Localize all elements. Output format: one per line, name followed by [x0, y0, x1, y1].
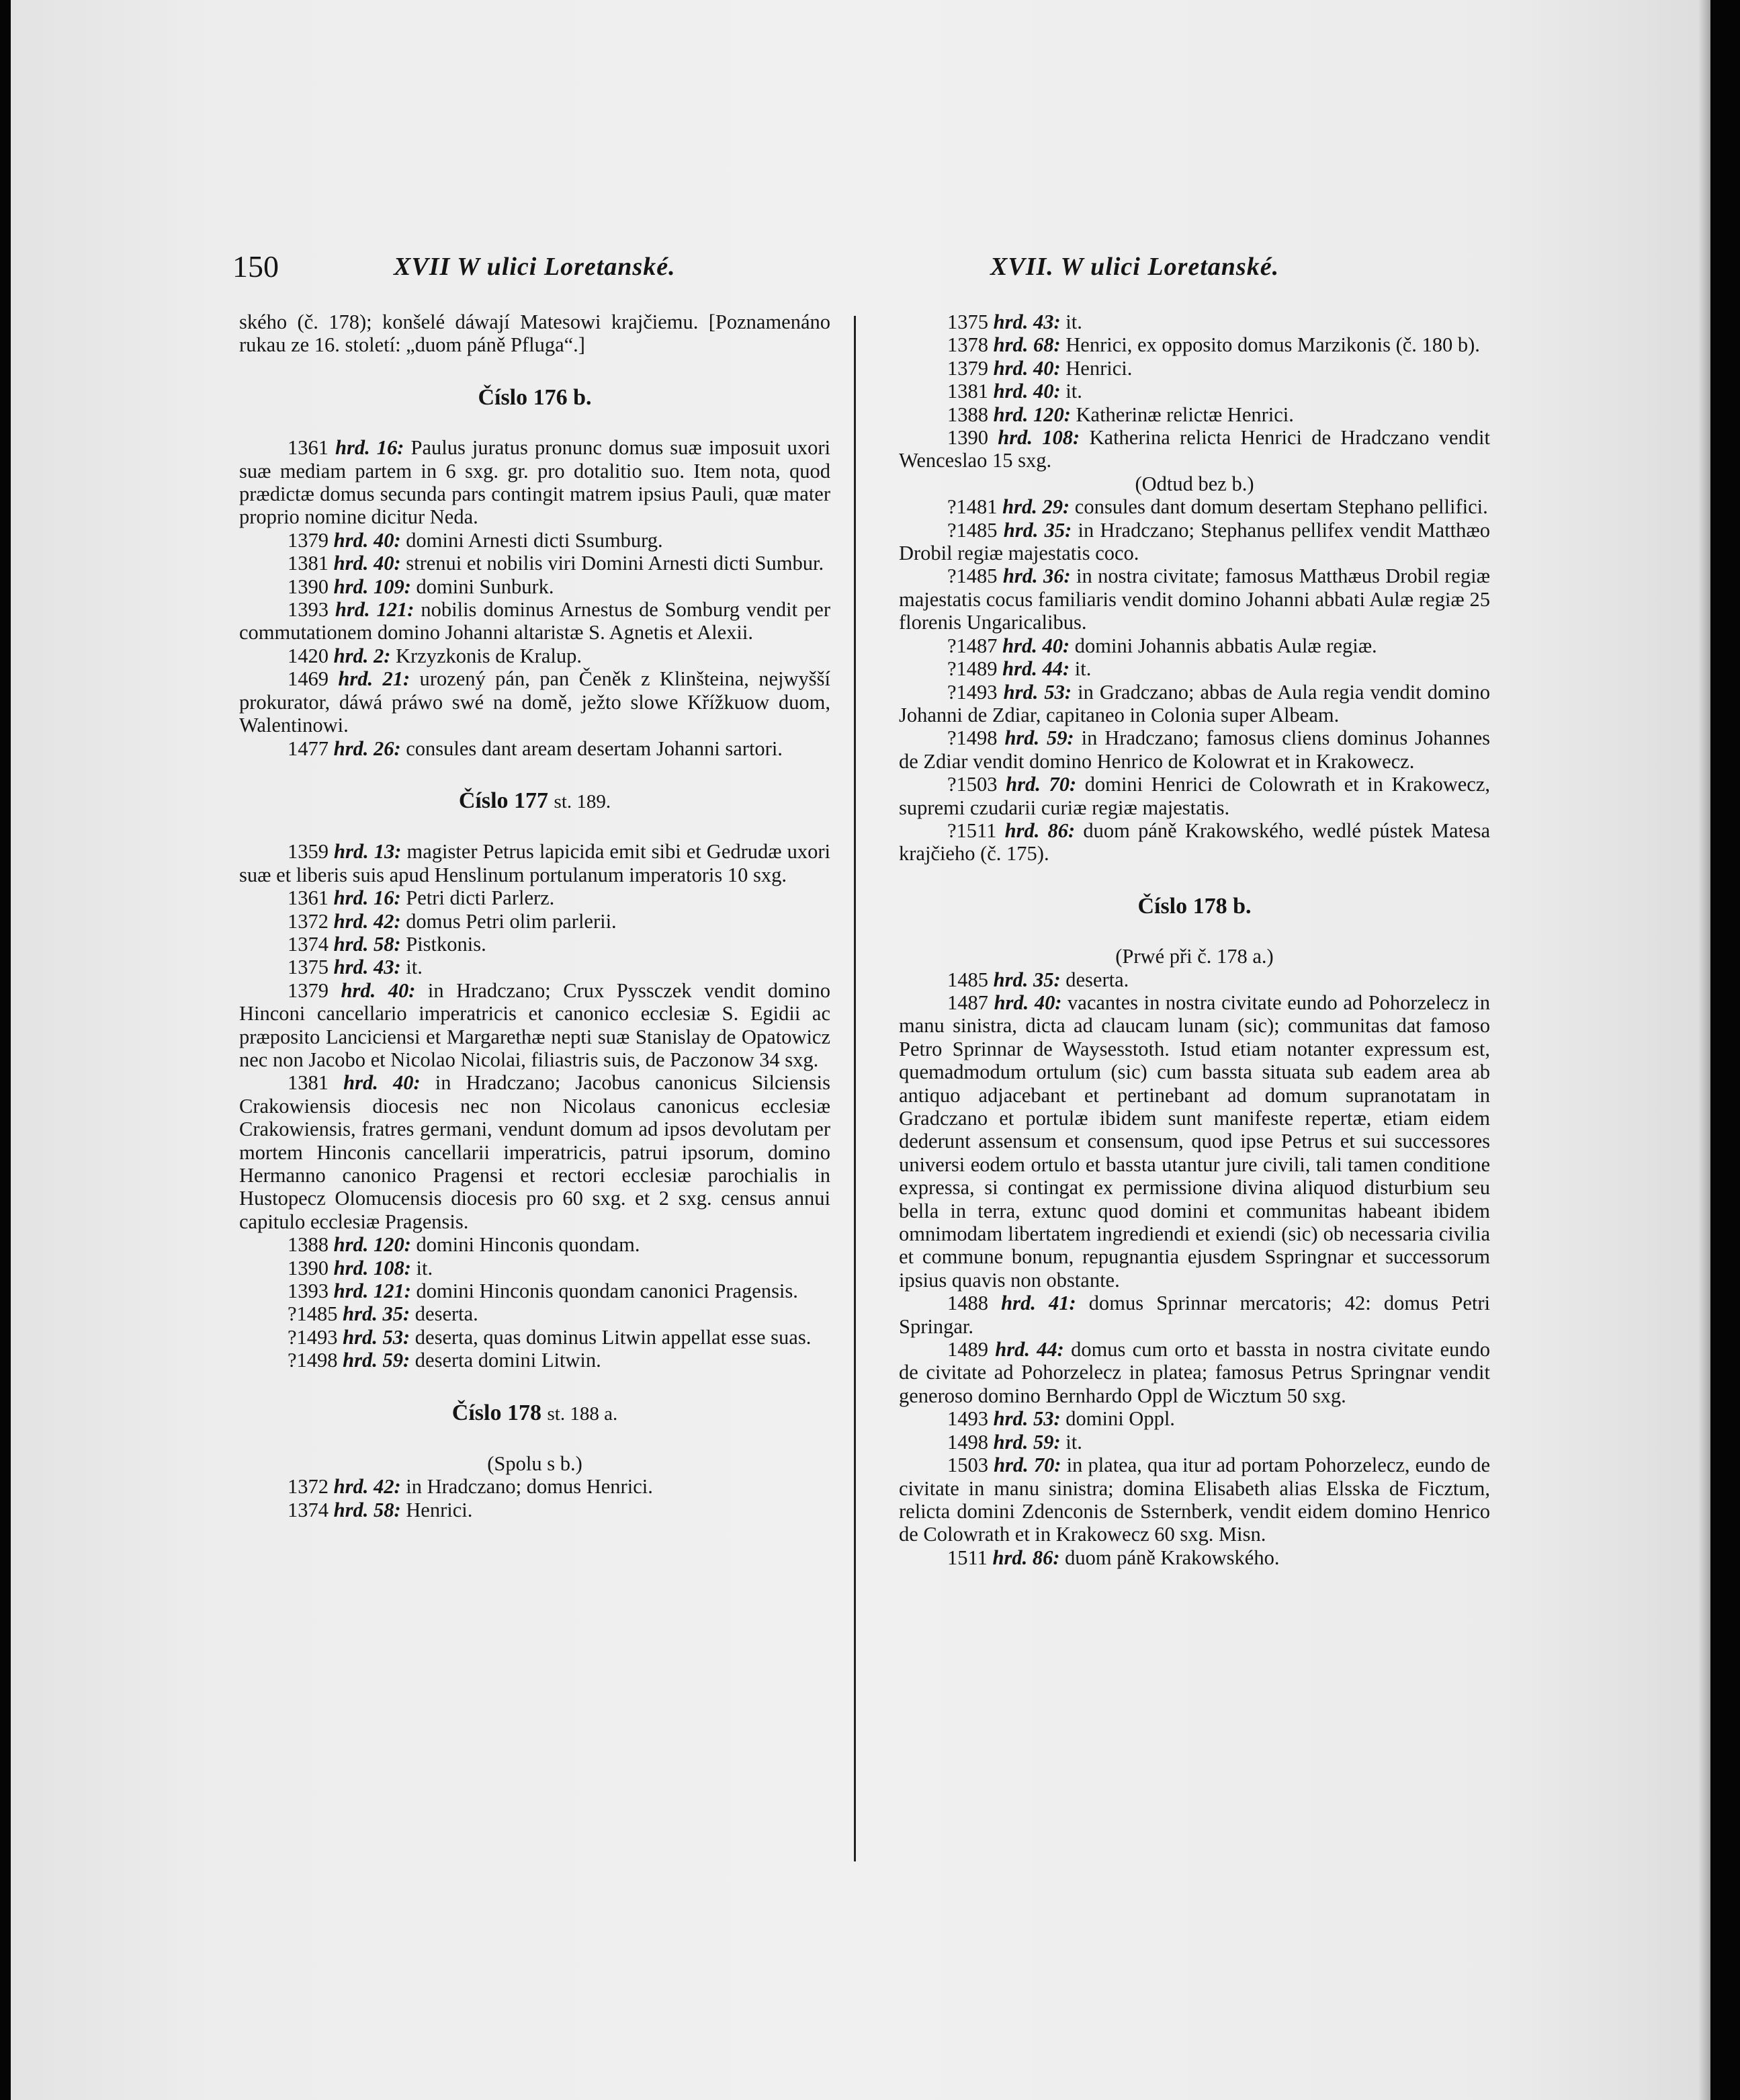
entry-year: 1374	[288, 1498, 329, 1521]
entry-text: in Hradczano; famosus cliens dominus Johannes de Zdiar vendit domino Henrico de Kolowrat et in Krakowecz.	[899, 726, 1490, 773]
entry-reference: hrd. 35:	[343, 1302, 410, 1326]
register-entry	[899, 634, 1490, 657]
entry-reference: hrd. 40:	[993, 356, 1061, 380]
register-entry	[899, 426, 1490, 472]
section-number-suffix: st. 189.	[554, 790, 611, 812]
running-head-right: XVII. W ulici Loretanské.	[990, 253, 1280, 281]
entry-reference: hrd. 43:	[333, 956, 401, 979]
entry-text: domini Henrici de Colowrath et in Krakowecz, supremi czudarii curiæ regiæ majestatis.	[899, 773, 1490, 819]
section-heading	[239, 1402, 830, 1425]
entry-year: 1375	[947, 310, 988, 333]
entry-text: deserta, quas dominus Litwin appellat esse suas.	[415, 1325, 812, 1349]
page-edge-shadow	[1698, 0, 1710, 2100]
entry-reference: hrd. 86:	[1004, 818, 1076, 842]
entry-text: in nostra civitate; famosus Matthæus Drobil regiæ majestatis cocus familiaris vendit domino Johanni abbati Aulæ regiæ 25 florenis Ungaricalibus.	[899, 564, 1491, 634]
entry-text: consules dant aream desertam Johanni sartori.	[406, 737, 783, 760]
entry-reference: hrd. 43:	[993, 310, 1061, 333]
entry-text: duom páně Krakowského, wedlé pústek Matesa krajčieho (č. 175).	[899, 818, 1491, 866]
entry-year: 1469	[288, 667, 329, 691]
register-entry	[239, 1326, 830, 1349]
entry-reference: hrd. 108:	[998, 426, 1080, 450]
entry-text: it.	[406, 956, 423, 979]
register-entry	[239, 979, 830, 1072]
entry-reference: hrd. 53:	[993, 1407, 1061, 1431]
entry-text: Krzyzkonis de Kralup.	[396, 644, 582, 667]
register-entry	[899, 564, 1490, 634]
entry-text: Henrici.	[1065, 356, 1133, 380]
register-entry	[239, 552, 830, 575]
entry-text: Petri dicti Parlerz.	[406, 886, 555, 910]
section-title: Číslo 178	[451, 1400, 541, 1425]
entry-year: ?1498	[288, 1349, 338, 1372]
register-entry	[239, 667, 830, 737]
entry-reference: hrd. 86:	[992, 1546, 1060, 1569]
register-entry	[239, 1279, 830, 1302]
entry-text: domus Petri olim parlerii.	[406, 909, 617, 933]
section-note: (Odtud bez b.)	[1135, 472, 1254, 495]
register-entry	[239, 1349, 830, 1372]
entry-reference: hrd. 120:	[333, 1233, 411, 1257]
entry-reference: hrd. 35:	[1003, 518, 1072, 542]
register-entry	[899, 968, 1490, 991]
register-entry	[899, 495, 1490, 518]
entry-year: 1489	[947, 1338, 988, 1361]
register-entry	[239, 644, 830, 667]
entry-text: domus Sprinnar mercatoris; 42: domus Petri Springar.	[899, 1292, 1490, 1338]
entry-text: Katherina relicta Henrici de Hradczano vendit Wenceslao 15 sxg.	[899, 426, 1490, 472]
register-entry	[239, 737, 830, 760]
entry-reference: hrd. 29:	[1002, 495, 1070, 519]
entry-year: ?1481	[947, 495, 998, 519]
register-entry	[899, 681, 1490, 727]
entry-year: 1374	[288, 932, 329, 956]
entry-year: 1375	[288, 956, 329, 979]
entry-text: domini Oppl.	[1065, 1407, 1175, 1431]
entry-text: domini Johannis abbatis Aulæ regiæ.	[1074, 634, 1377, 657]
section-title: Číslo 178 b.	[1137, 893, 1252, 919]
entry-reference: hrd. 36:	[1002, 564, 1071, 588]
entry-year: 1393	[288, 1279, 329, 1303]
entry-year: 1388	[288, 1233, 329, 1257]
entry-year: 1372	[288, 909, 329, 933]
entry-reference: hrd. 13:	[334, 840, 402, 864]
entry-reference: hrd. 16:	[333, 886, 401, 910]
entry-text: urozený pán, pan Čeněk z Klinšteina, nejwyšší prokurator, dáwá práwo swé na domě, ježto slowe Křížkuow duom, Walentinowi.	[239, 667, 830, 737]
entry-reference: hrd. 40:	[994, 991, 1062, 1014]
entry-reference: hrd. 59:	[993, 1430, 1061, 1454]
entry-year: 1477	[288, 737, 329, 760]
entry-year: ?1511	[947, 818, 997, 842]
entry-reference: hrd. 42:	[333, 909, 401, 933]
entry-year: ?1485	[288, 1302, 338, 1326]
register-entry	[239, 575, 830, 598]
entry-reference: hrd. 26:	[333, 737, 401, 760]
entry-reference: hrd. 121:	[333, 1279, 411, 1303]
register-entry	[239, 1302, 830, 1325]
entry-year: ?1487	[947, 634, 998, 657]
entry-text: it.	[1074, 657, 1092, 681]
entry-reference: hrd. 41:	[1001, 1292, 1076, 1315]
register-entry	[239, 1071, 830, 1233]
register-entry	[239, 1233, 830, 1256]
running-header	[232, 243, 1375, 290]
entry-text: domini Hinconis quondam canonici Pragensis.	[416, 1279, 798, 1303]
running-head-left: XVII W ulici Loretanské.	[394, 253, 676, 281]
entry-year: ?1489	[947, 657, 998, 681]
entry-text: strenui et nobilis viri Domini Arnesti dicti Sumbur.	[406, 552, 824, 575]
entry-year: 1390	[288, 575, 329, 598]
entry-reference: hrd. 42:	[333, 1475, 401, 1499]
entry-reference: hrd. 120:	[993, 403, 1071, 426]
section-note: (Prwé při č. 178 a.)	[1115, 945, 1274, 968]
register-entry	[899, 1338, 1490, 1407]
section-heading	[239, 790, 830, 813]
entry-text: it.	[1065, 380, 1082, 403]
register-entry	[239, 910, 830, 933]
register-entry	[239, 1499, 830, 1521]
entry-text: it.	[1065, 1430, 1082, 1454]
entry-reference: hrd. 40:	[333, 528, 401, 552]
register-entry	[899, 1292, 1490, 1338]
page-number: 150	[232, 249, 279, 284]
entry-year: 1379	[288, 978, 329, 1002]
register-entry	[239, 840, 830, 886]
entry-reference: hrd. 16:	[335, 436, 404, 460]
entry-text: deserta domini Litwin.	[415, 1349, 601, 1372]
column-divider	[854, 316, 856, 1861]
entry-reference: hrd. 58:	[333, 932, 401, 956]
entry-reference: hrd. 121:	[335, 598, 415, 622]
register-entry	[239, 598, 830, 644]
entry-reference: hrd. 108:	[333, 1256, 411, 1279]
entry-text: it.	[416, 1256, 433, 1279]
register-entry	[899, 773, 1490, 819]
entry-reference: hrd. 70:	[994, 1454, 1061, 1477]
entry-reference: hrd. 53:	[1003, 680, 1072, 704]
entry-year: 1487	[947, 991, 988, 1014]
entry-reference: hrd. 40:	[343, 1071, 421, 1095]
register-entry	[899, 726, 1490, 773]
register-entry	[899, 310, 1490, 333]
entry-reference: hrd. 40:	[341, 978, 416, 1002]
entry-text: domini Sunburk.	[416, 575, 554, 598]
entry-year: 1361	[288, 436, 329, 460]
entry-year: 1381	[947, 380, 988, 403]
entry-text: in Hradczano; domus Henrici.	[406, 1475, 653, 1499]
right-column	[899, 310, 1490, 1569]
entry-year: 1359	[288, 840, 329, 864]
register-entry	[899, 333, 1490, 356]
entry-text: magister Petrus lapicida emit sibi et Gedrudæ uxori suæ et liberis suis apud Henslinum portulanum imperatoris 10 sxg.	[239, 840, 831, 886]
entry-year: 1493	[947, 1407, 988, 1431]
entry-reference: hrd. 59:	[1004, 726, 1074, 750]
section-note: (Spolu s b.)	[487, 1452, 582, 1476]
section-number-suffix: st. 188 a.	[547, 1402, 618, 1425]
entry-text: it.	[1065, 310, 1082, 333]
register-entry	[899, 357, 1490, 380]
section-heading	[899, 895, 1490, 918]
entry-reference: hrd. 70:	[1006, 773, 1077, 796]
entry-reference: hrd. 53:	[343, 1325, 410, 1349]
entry-year: 1372	[288, 1475, 329, 1499]
entry-reference: hrd. 40:	[1002, 634, 1070, 657]
scanned-page	[11, 0, 1710, 2100]
entry-year: 1420	[288, 644, 329, 667]
entry-reference: hrd. 58:	[333, 1498, 401, 1521]
entry-year: ?1498	[947, 726, 998, 750]
entry-year: 1378	[947, 333, 988, 357]
entry-text: consules dant domum desertam Stephano pellifici.	[1074, 495, 1488, 519]
entry-year: 1390	[288, 1256, 329, 1279]
register-entry	[899, 1431, 1490, 1454]
register-entry	[899, 1407, 1490, 1430]
register-entry	[239, 886, 830, 909]
register-entry	[239, 436, 830, 529]
entry-year: 1390	[947, 426, 988, 450]
entry-year: 1503	[947, 1454, 988, 1477]
entry-reference: hrd. 21:	[338, 667, 410, 691]
register-entry	[239, 1475, 830, 1498]
section-title: Číslo 177	[458, 788, 549, 813]
entry-year: 1485	[947, 968, 988, 991]
entry-year: 1488	[947, 1292, 988, 1315]
entry-text: deserta.	[1065, 968, 1129, 991]
register-entry	[239, 1257, 830, 1279]
entry-year: 1393	[288, 598, 329, 622]
entry-text: Katherinæ relictæ Henrici.	[1076, 403, 1294, 426]
entry-reference: hrd. 44:	[1002, 657, 1070, 681]
entry-text: domini Arnesti dicti Ssumburg.	[406, 528, 663, 552]
entry-year: 1388	[947, 403, 988, 426]
entry-text: in Hradczano; Crux Pyssczek vendit domino Hinconi cancellario imperatricis et canonico ecclesiæ S. Egidii ac præposito Lanciciensi et Margarethæ nepti suæ Stanislay de Opatowicz nec non Jacobo et Nicolao Nicolai, filiastris suis, de Paczonow 34 sxg.	[239, 978, 831, 1071]
entry-year: ?1485	[947, 518, 998, 542]
entry-text: in Hradczano; Stephanus pellifex vendit Matthæo Drobil regiæ majestatis coco.	[899, 518, 1490, 565]
entry-text: Henrici, ex opposito domus Marzikonis (č. 180 b).	[1065, 333, 1480, 357]
entry-year: ?1493	[288, 1325, 338, 1349]
entry-reference: hrd. 68:	[993, 333, 1061, 357]
entry-year: 1381	[288, 552, 329, 575]
entry-text: domini Hinconis quondam.	[416, 1233, 640, 1257]
entry-year: 1379	[288, 528, 329, 552]
entry-year: ?1485	[947, 564, 998, 588]
entry-text: nobilis dominus Arnestus de Somburg vendit per commutationem domino Johanni altaristæ S. Agnetis et Alexii.	[239, 598, 830, 644]
entry-reference: hrd. 40:	[993, 380, 1061, 403]
entry-text: duom páně Krakowského.	[1065, 1546, 1280, 1569]
entry-year: 1498	[947, 1430, 988, 1454]
entry-year: 1511	[947, 1546, 988, 1569]
entry-year: ?1493	[947, 680, 998, 704]
entry-year: 1379	[947, 356, 988, 380]
register-entry	[899, 1546, 1490, 1569]
entry-text: deserta.	[415, 1302, 478, 1326]
register-entry	[899, 657, 1490, 680]
entry-year: ?1503	[947, 773, 998, 796]
entry-text: Pistkonis.	[406, 932, 486, 956]
register-entry	[899, 380, 1490, 403]
register-entry	[899, 819, 1490, 866]
register-entry	[899, 519, 1490, 565]
register-entry	[239, 956, 830, 978]
entry-text: Henrici.	[406, 1498, 473, 1521]
entry-text: domus cum orto et bassta in nostra civitate eundo de civitate ad Pohorzelecz in platea; famosus Petrus Springnar vendit generoso domino Bernhardo Oppl de Wicztum 50 sxg.	[899, 1338, 1491, 1407]
entry-text: in Gradczano; abbas de Aula regia vendit domino Johanni de Zdiar, capitaneo in Colonia super Albeam.	[899, 680, 1490, 726]
register-entry	[239, 933, 830, 956]
left-column	[239, 310, 830, 1521]
register-entry	[239, 529, 830, 552]
entry-reference: hrd. 59:	[343, 1349, 410, 1372]
section-heading	[239, 386, 830, 409]
continued-paragraph: ského (č. 178); konšelé dáwají Matesowi krajčiemu. [Poznamenáno rukau ze 16. století: „duom páně Pfluga“.]	[239, 310, 830, 357]
entry-reference: hrd. 109:	[333, 575, 411, 598]
entry-text: in platea, qua itur ad portam Pohorzelecz, eundo de civitate in manu sinistra; domina Elisabeth alias Elsska de Ficztum, relicta domini Zdenconis de Ssternberk, vendit eidem domino Henrico de Colowrath et in Krakowecz 60 sxg. Misn.	[899, 1454, 1491, 1546]
register-entry	[899, 991, 1490, 1292]
entry-text: Paulus juratus pronunc domus suæ imposuit uxori suæ mediam partem in 6 sxg. gr. pro dotalitio suo. Item nota, quod prædictæ domus secunda pars contingit matrem ipsius Pauli, quæ mater proprio nomine dicitur Neda.	[239, 436, 830, 529]
entry-reference: hrd. 44:	[995, 1338, 1064, 1361]
register-entry	[899, 1454, 1490, 1546]
entry-year: 1361	[288, 886, 329, 910]
entry-text: vacantes in nostra civitate eundo ad Pohorzelecz in manu sinistra, dicta ad claucam lunam (sic); communitas dat famoso Petro Sprinnar de Waysesstoth. Istud etiam notanter expressum est, quemadmodum ortulum (sic) cum bassta situata sub eadem area ab antiquo adjacebant et pertinebant ad domum supranotatam in Gradczano et portulæ ibidem sunt manifeste repertæ, etiam eidem dederunt assensum et consensum, quod ipse Petrus et sui successores universi eodem ortulo et bassta utantur jure civili, tali tamen conditione expressa, si contingat ex permissione divina aliquod disturbium seu bella in terra, extunc quod domini et communitas habeant ibidem omnimodam libertatem ingrediendi et exiendi (sic) ob necessaria civilia et commune bonum, repugnantia ejusdem Sspringnar et successorum ipsius quavis non obstante.	[899, 991, 1491, 1292]
entry-text: in Hradczano; Jacobus canonicus Silciensis Crakowiensis diocesis nec non Nicolaus canonicus ecclesiæ Crakowiensis, fratres germani, vendunt domum ad ipsos devolutam per mortem Hinconis cancellarii imperatricis, patrui ipsorum, domino Hermanno canonico Pragensi et rectori ecclesiæ parochialis in Hustopecz Olomucensis diocesis pro 60 sxg. et 2 sxg. census annui capitulo ecclesiæ Pragensis.	[239, 1071, 831, 1233]
entry-reference: hrd. 35:	[993, 968, 1061, 991]
entry-reference: hrd. 40:	[333, 552, 401, 575]
entry-reference: hrd. 2:	[333, 644, 391, 667]
entry-year: 1381	[288, 1071, 329, 1095]
section-title: Číslo 176 b.	[478, 384, 592, 410]
register-entry	[899, 403, 1490, 426]
